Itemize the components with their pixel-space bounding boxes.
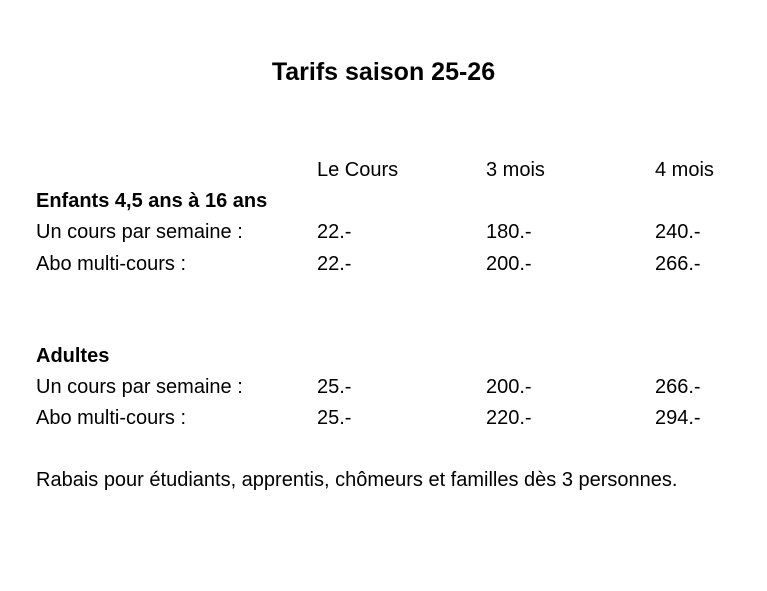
section-heading-enfants: Enfants 4,5 ans à 16 ans bbox=[36, 190, 268, 212]
price-3-mois: 200.- bbox=[486, 376, 532, 398]
price-3-mois: 220.- bbox=[486, 407, 532, 429]
column-header-3-mois: 3 mois bbox=[486, 159, 545, 181]
price-4-mois: 294.- bbox=[655, 407, 701, 429]
price-le-cours: 22.- bbox=[317, 221, 352, 243]
price-le-cours: 25.- bbox=[317, 407, 352, 429]
table-row bbox=[0, 403, 767, 434]
price-4-mois: 266.- bbox=[655, 253, 701, 275]
price-3-mois: 200.- bbox=[486, 253, 532, 275]
price-le-cours: 22.- bbox=[317, 253, 352, 275]
section-heading-adultes: Adultes bbox=[36, 345, 110, 367]
price-3-mois: 180.- bbox=[486, 221, 532, 243]
price-4-mois: 240.- bbox=[655, 221, 701, 243]
table-row bbox=[0, 249, 767, 280]
table-row bbox=[0, 372, 767, 403]
column-headers bbox=[0, 155, 767, 186]
column-header-le-cours: Le Cours bbox=[317, 159, 399, 181]
discount-note: Rabais pour étudiants, apprentis, chômeurs et familles dès 3 personnes. bbox=[36, 469, 678, 491]
column-header-4-mois: 4 mois bbox=[655, 159, 714, 181]
row-label: Abo multi-cours : bbox=[36, 407, 187, 429]
price-4-mois: 266.- bbox=[655, 376, 701, 398]
price-le-cours: 25.- bbox=[317, 376, 352, 398]
row-label: Un cours par semaine : bbox=[36, 221, 243, 243]
row-label: Un cours par semaine : bbox=[36, 376, 243, 398]
row-label: Abo multi-cours : bbox=[36, 253, 187, 275]
table-row bbox=[0, 217, 767, 248]
page-title: Tarifs saison 25-26 bbox=[271, 58, 496, 86]
